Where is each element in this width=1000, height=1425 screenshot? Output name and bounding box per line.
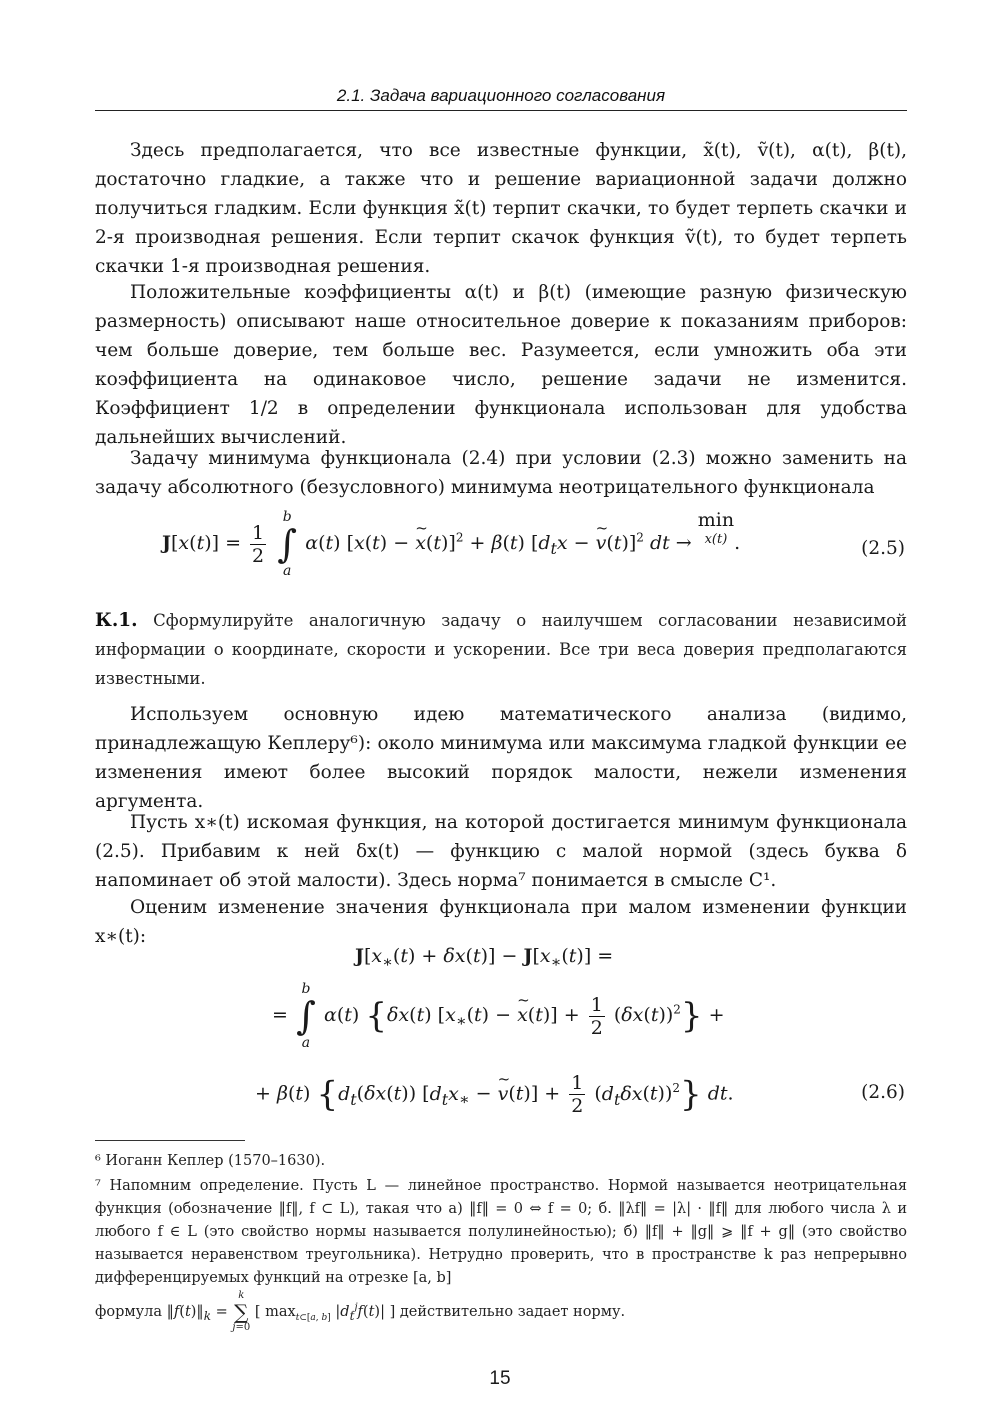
footnote-7-formula: формула $‖f(t)‖_k$ = k ∑ j=0 [ $\max_{t\subset[a, b]} |d_t^jf(t)|$ ] действительно задает норму. [95,1290,626,1333]
task-label: К.1. [95,610,138,631]
page-number: 15 [489,1368,511,1389]
footnote-6: ⁶ Иоганн Кеплер (1570–1630). [95,1153,326,1169]
equation-2-6-line3: + β(t) {$d_t(\delta x(t)) [d_tx_∗$ − ~ v(t)] + $\frac{1}{2}$ $(d_t\delta x(t))^2$} dt. [255,1072,734,1117]
equation-2-6-line1: $J[x_∗(t) + \delta x(t)] - J[x_∗(t)]$ = [355,945,614,971]
task-k1 [95,606,907,693]
equation-number-2-6: (2.6) [861,1082,905,1103]
integral-sign: b ∫ a [275,510,299,578]
integral-lower-limit: a [282,563,292,579]
footnote-7-tail: действительно задает норму. [399,1304,626,1320]
paragraph-smoothness: Здесь предполагается, что все известные функции, x̃(t), ṽ(t), α(t), β(t), достаточно гладкие, а также что и решение вариационной задачи должно получиться гладким. Если функция x̃(t) терпит скачки, то будет терпеть скачки и 2-я производная решения. Если терпит скачок функция ṽ(t), то будет терпеть скачки 1-я производная решения. [95,140,907,277]
integral-upper-limit: b [282,509,292,525]
paragraph-coefficients: Положительные коэффициенты α(t) и β(t) (имеющие разную физическую размерность) описывают наше относительное доверие к показаниям приборов: чем больше доверие, тем больше вес. Разумеется, если умножить оба эти коэффициента на одинаковое число, решение задачи не изменится. Коэффициент 1/2 в определении функционала использован для удобства дальнейших вычислений. [95,282,907,448]
paragraph-kepler: Используем основную идею математического анализа (видимо, принадлежащую Кеплеру⁶): около минимума или максимума гладкой функции ее изменения имеют более высокий порядок малости, нежели изменения аргумента. [95,704,907,812]
paragraph-variation: Пусть x∗(t) искомая функция, на которой достигается минимум функционала (2.5). Прибавим к ней δx(t) — функцию с малой нормой (здесь буква δ напоминает об этой малости). Здесь норма⁷ понимается в смысле C¹. [95,812,907,891]
running-header: 2.1. Задача вариационного согласования [95,86,907,111]
task-text: Сформулируйте аналогичную задачу о наилучшем согласовании независимой информации о координате, скорости и ускорении. Все три веса доверия предполагаются известными. [95,611,907,688]
min-subscript: x(t) [704,532,728,547]
min-operator: min x(t) [698,510,734,550]
paragraph-estimate: Оценим изменение значения функционала при малом изменении функции x∗(t): [95,897,907,947]
integral-sign-2: b ∫ a [296,981,316,1051]
equation-2-6-line2: = b ∫ a α(t) {δx(t) [$x_∗(t)$ − ~ x(t)] + $\frac{1}{2}$ $(\delta x(t))^2$} + [272,982,725,1050]
footnote-7: ⁷ Напомним определение. Пусть L — линейное пространство. Нормой называется неотрицательная функция (обозначение ‖f‖, f ⊂ L), такая что а) ‖f‖ = 0 ⇔ f = 0; б. ‖λf‖ = |λ| · ‖f‖ для любого числа λ и любого f ∈ L (это свойство нормы называется полулинейностью); б) ‖f‖ + ‖g‖ ⩾ ‖f + g‖ (это свойство называется неравенством треугольника). Нетрудно проверить, что в пространстве k раз непрерывно дифференцируемых функций на отрезке [a, b] [95,1178,907,1286]
paragraph-functional-intro: Задачу минимума функционала (2.4) при условии (2.3) можно заменить на задачу абсолютного (безусловного) минимума неотрицательного функционала [95,448,907,498]
footnote-divider [95,1140,245,1141]
fraction-one-half: $\frac{1}{2}$ [252,521,265,567]
equation-number-2-5: (2.5) [861,538,905,559]
equation-2-5: J[x(t)] = $\frac{1}{2}$ b ∫ a α(t) [x(t) − ~ x(t)]$^2$ + β(t) [$d_tx$ − ~ v(t)]$^2$ dt → min x(t) . [162,510,740,578]
